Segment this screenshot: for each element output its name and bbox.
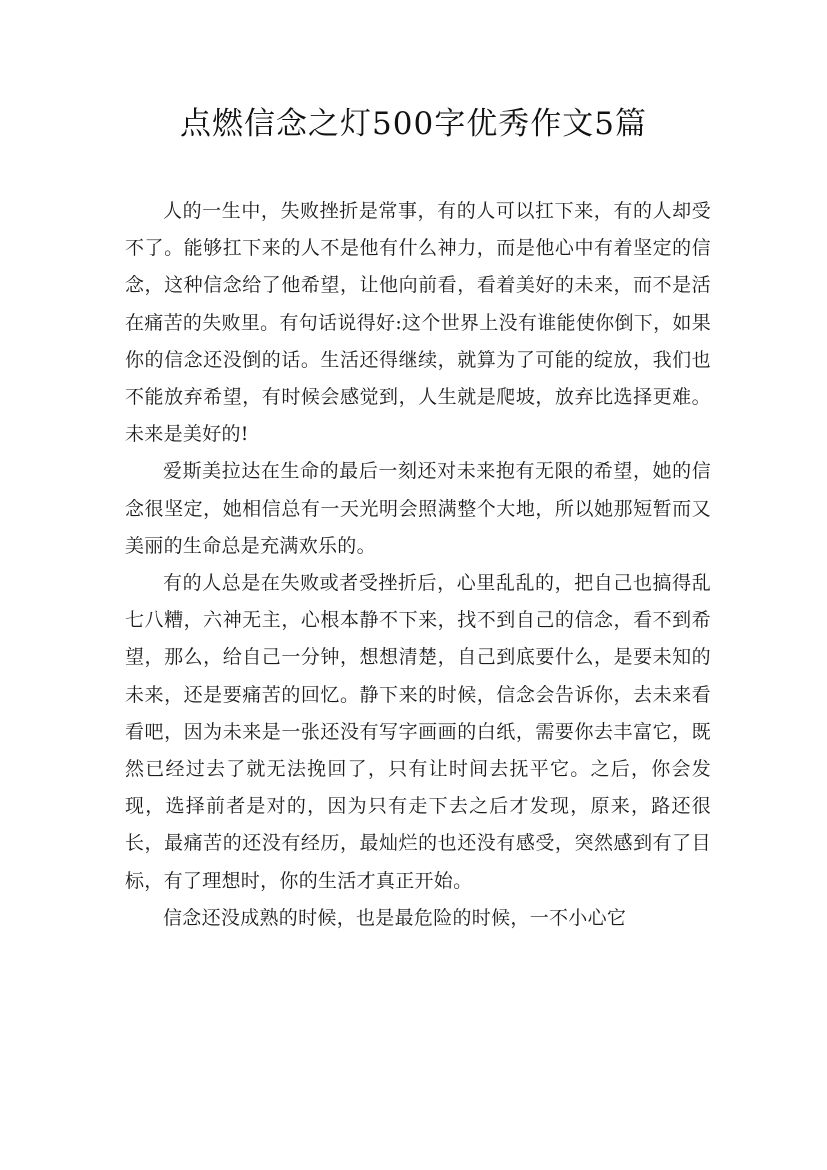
paragraph-1: 人的一生中，失败挫折是常事，有的人可以扛下来，有的人却受不了。能够扛下来的人不是他有什么神力，而是他心中有着坚定的信念，这种信念给了他希望，让他向前看，看着美好的未来，而不是活在痛苦的失败里。有句话说得好:这个世界上没有谁能使你倒下，如果你的信念还没倒的话。生活还得继续，就算为了可能的绽放，我们也不能放弃希望，有时候会感觉到，人生就是爬坡，放弃比选择更难。未来是美好的!: [125, 200, 711, 446]
paragraph-4: 信念还没成熟的时候，也是最危险的时候，一不小心它: [163, 906, 627, 929]
paragraph-2: 爱斯美拉达在生命的最后一刻还对未来抱有无限的希望，她的信念很坚定，她相信总有一天光明会照满整个大地，所以她那短暂而又美丽的生命总是充满欢乐的。: [125, 460, 711, 557]
paragraph-3: 有的人总是在失败或者受挫折后，心里乱乱的，把自己也搞得乱七八糟，六神无主，心根本静不下来，找不到自己的信念，看不到希望，那么，给自己一分钟，想想清楚，自己到底要什么，是要未知的未来，还是要痛苦的回忆。静下来的时候，信念会告诉你，去未来看看吧，因为未来是一张还没有写字画画的白纸，需要你去丰富它，既然已经过去了就无法挽回了，只有让时间去抚平它。之后，你会发现，选择前者是对的，因为只有走下去之后才发现，原来，路还很长，最痛苦的还没有经历，最灿烂的也还没有感受，突然感到有了目标，有了理想时，你的生活才真正开始。: [125, 572, 711, 892]
document-title: 点燃信念之灯500字优秀作文5篇: [180, 106, 647, 142]
document-body: [125, 193, 711, 937]
